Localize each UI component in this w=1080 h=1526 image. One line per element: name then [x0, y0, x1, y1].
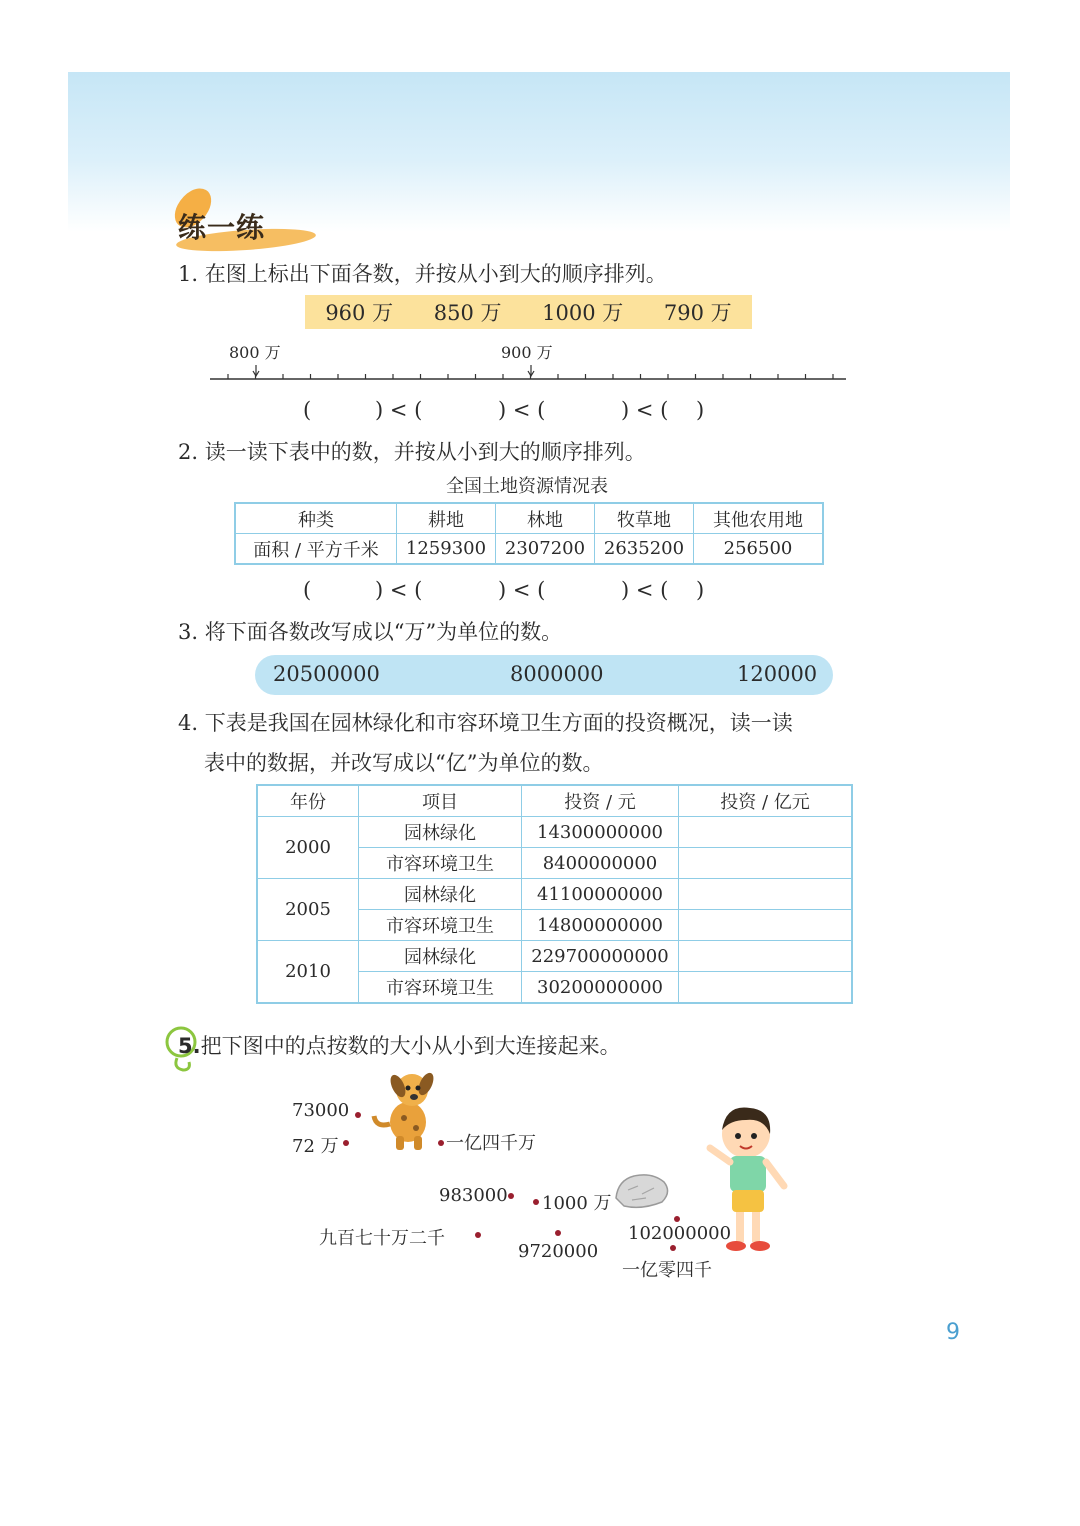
question-3-number-box	[255, 655, 833, 695]
number-item: 20500000	[273, 662, 380, 686]
question-3-text: 3. 将下面各数改写成以“万”为单位的数。	[178, 620, 563, 644]
table-header-row	[257, 785, 852, 817]
table-cell: 256500	[694, 534, 824, 565]
amount-cell: 229700000000	[522, 941, 679, 972]
page-number: 9	[946, 1320, 960, 1345]
table-header-cell: 投资 / 亿元	[679, 785, 853, 817]
question-5-instruction: 把下图中的点按数的大小从小到大连接起来。	[200, 1034, 621, 1058]
answer-cell	[679, 972, 853, 1004]
table-header-cell: 种类	[235, 503, 397, 534]
amount-cell: 14800000000	[522, 910, 679, 941]
answer-cell	[679, 848, 853, 879]
number-item: 960 万	[325, 301, 394, 325]
arrow-900-icon	[528, 365, 534, 376]
table-header-cell: 其他农用地	[694, 503, 824, 534]
number-item: 8000000	[510, 662, 604, 686]
project-cell: 园林绿化	[359, 941, 522, 972]
table-cell: 2307200	[496, 534, 595, 565]
table-header-cell: 牧草地	[595, 503, 694, 534]
point-label: 73000	[292, 1100, 350, 1121]
point-label: 一亿四千万	[446, 1133, 536, 1154]
question-5-number: 5.	[178, 1034, 201, 1058]
point-label: 一亿零四千	[622, 1260, 712, 1281]
point-label: 72 万	[292, 1136, 339, 1157]
table-row	[257, 817, 852, 848]
number-item: 1000 万	[542, 301, 624, 325]
point-dot[interactable]	[508, 1193, 514, 1199]
point-dot[interactable]	[555, 1230, 561, 1236]
year-cell: 2005	[257, 879, 359, 941]
investment-table	[256, 784, 853, 1004]
table-header-cell: 项目	[359, 785, 522, 817]
project-cell: 市容环境卫生	[359, 972, 522, 1004]
number-line	[205, 358, 855, 388]
question-1-number-box	[305, 295, 752, 329]
rock-illustration	[612, 1170, 672, 1210]
numberline-label-900: 900 万	[501, 343, 553, 362]
question-4-text-line2: 表中的数据，并改写成以“亿”为单位的数。	[204, 751, 604, 775]
table-cell: 2635200	[595, 534, 694, 565]
question-2-text: 2. 读一读下表中的数，并按从小到大的顺序排列。	[178, 440, 646, 464]
project-cell: 市容环境卫生	[359, 910, 522, 941]
point-dot[interactable]	[670, 1245, 676, 1251]
year-cell: 2000	[257, 817, 359, 879]
answer-cell	[679, 879, 853, 910]
point-label: 983000	[439, 1185, 508, 1206]
point-dot[interactable]	[533, 1199, 539, 1205]
table-row	[257, 941, 852, 972]
table-cell: 1259300	[397, 534, 496, 565]
answer-cell	[679, 817, 853, 848]
question-2-answer-row: ( ) < ( ) < ( ) < ( )	[303, 578, 705, 602]
point-dot[interactable]	[343, 1140, 349, 1146]
answer-cell	[679, 941, 853, 972]
question-4-text-line1: 4. 下表是我国在园林绿化和市容环境卫生方面的投资概况，读一读	[178, 711, 793, 735]
amount-cell: 41100000000	[522, 879, 679, 910]
point-label: 1000 万	[542, 1193, 612, 1214]
year-cell: 2010	[257, 941, 359, 1004]
answer-cell	[679, 910, 853, 941]
project-cell: 园林绿化	[359, 817, 522, 848]
number-item: 120000	[737, 662, 818, 686]
table-caption: 全国土地资源情况表	[446, 476, 608, 497]
numberline-label-800: 800 万	[229, 343, 281, 362]
number-item: 790 万	[663, 301, 732, 325]
table-cell: 面积 / 平方千米	[235, 534, 397, 565]
table-row	[235, 534, 823, 565]
table-header-cell: 耕地	[397, 503, 496, 534]
question-1-text: 1. 在图上标出下面各数，并按从小到大的顺序排列。	[178, 262, 667, 286]
boy-illustration	[700, 1100, 795, 1260]
question-1-answer-row: ( ) < ( ) < ( ) < ( )	[303, 398, 705, 422]
table-header-cell: 年份	[257, 785, 359, 817]
point-dot[interactable]	[674, 1216, 680, 1222]
table-header-cell: 林地	[496, 503, 595, 534]
table-row	[257, 879, 852, 910]
question-5-text	[178, 1030, 621, 1060]
amount-cell: 30200000000	[522, 972, 679, 1004]
point-dot[interactable]	[355, 1112, 361, 1118]
dog-illustration	[368, 1066, 446, 1152]
arrow-800-icon	[253, 365, 259, 376]
point-dot[interactable]	[475, 1232, 481, 1238]
point-label: 九百七十万二千	[319, 1228, 445, 1249]
project-cell: 园林绿化	[359, 879, 522, 910]
project-cell: 市容环境卫生	[359, 848, 522, 879]
section-title: 练一练	[178, 211, 266, 244]
table-header-cell: 投资 / 元	[522, 785, 679, 817]
amount-cell: 8400000000	[522, 848, 679, 879]
land-resources-table	[234, 502, 824, 565]
number-item: 850 万	[433, 301, 502, 325]
point-label: 9720000	[518, 1241, 599, 1262]
point-label: 102000000	[628, 1223, 732, 1244]
table-header-row	[235, 503, 823, 534]
amount-cell: 14300000000	[522, 817, 679, 848]
